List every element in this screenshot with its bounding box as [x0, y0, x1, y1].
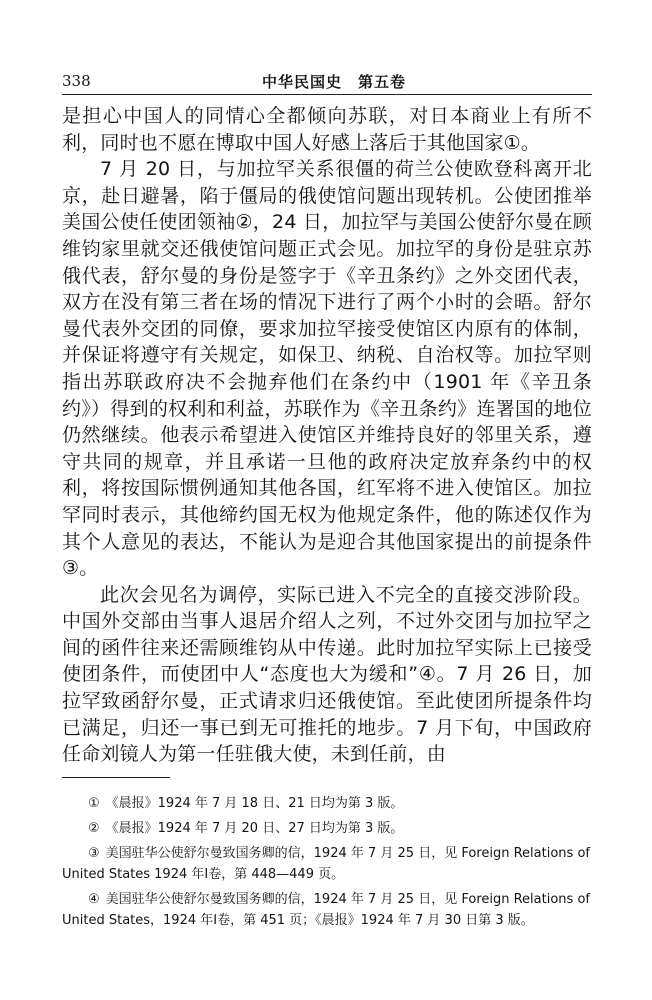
footnote-text: 《晨报》1924 年 7 月 18 日、21 日均为第 3 版。	[105, 796, 404, 811]
footnote-mark: ③	[88, 846, 100, 861]
footnote-text: 美国驻华公使舒尔曼致国务卿的信，1924 年 7 月 25 日，见 Foreign Relations of United States，1924 年Ⅰ卷，第 451 页；《晨报》1924 年 7 月 30 日第 3 版。	[62, 892, 590, 928]
footnote	[62, 889, 592, 931]
page-header	[62, 68, 592, 94]
footnote	[62, 843, 592, 885]
paragraph: 此次会见名为调停，实际已进入不完全的直接交涉阶段。中国外交部由当事人退居介绍人之列，不过外交团与加拉罕之间的函件往来还需顾维钧从中传递。此时加拉罕实际上已接受使团条件，而使团中人“态度也大为缓和”④。7 月 26 日，加拉罕致函舒尔曼，正式请求归还俄使馆。至此使团所提条件均已满足，归还一事已到无可推托的地步。7 月下旬，中国政府任命刘镜人为第一任驻俄大使，未到任前，由	[62, 583, 592, 766]
footnote-rule	[62, 777, 170, 778]
header-rule	[62, 94, 592, 95]
body-text	[62, 103, 592, 768]
footnote	[62, 818, 592, 839]
footnote-mark: ②	[88, 821, 100, 836]
footnote-mark: ④	[88, 892, 100, 907]
footnote	[62, 793, 592, 814]
footnotes	[62, 793, 592, 935]
running-head: 中华民国史 第五卷	[262, 73, 407, 91]
footnote-mark: ①	[88, 796, 100, 811]
paragraph: 是担心中国人的同情心全都倾向苏联，对日本商业上有所不利，同时也不愿在博取中国人好感上落后于其他国家①。	[62, 105, 592, 154]
footnote-text: 《晨报》1924 年 7 月 20 日、27 日均为第 3 版。	[105, 821, 404, 836]
paragraph: 7 月 20 日，与加拉罕关系很僵的荷兰公使欧登科离开北京，赴日避暑，陷于僵局的俄使馆问题出现转机。公使团推举美国公使任使团领袖②，24 日，加拉罕与美国公使舒尔曼在顾维钧家里就交还俄使馆问题正式会见。加拉罕的身份是驻京苏俄代表，舒尔曼的身份是签字于《辛丑条约》之外交团代表，双方在没有第三者在场的情况下进行了两个小时的会晤。舒尔曼代表外交团的同僚，要求加拉罕接受使馆区内原有的体制，并保证将遵守有关规定，如保卫、纳税、自治权等。加拉罕则指出苏联政府决不会抛弃他们在条约中（1901 年《辛丑条约》）得到的权利和利益，苏联作为《辛丑条约》连署国的地位仍然继续。他表示希望进入使馆区并维持良好的邻里关系，遵守共同的规章，并且承诺一旦他的政府决定放弃条约中的权利，将按国际惯例通知其他各国，红军将不进入使馆区。加拉罕同时表示，其他缔约国无权为他规定条件，他的陈述仅作为其个人意见的表达，不能认为是迎合其他国家提出的前提条件③。	[62, 158, 592, 580]
page-number: 338	[62, 72, 91, 90]
footnote-text: 美国驻华公使舒尔曼致国务卿的信，1924 年 7 月 25 日，见 Foreign Relations of United States 1924 年Ⅰ卷，第 448—449 页。	[62, 846, 590, 882]
